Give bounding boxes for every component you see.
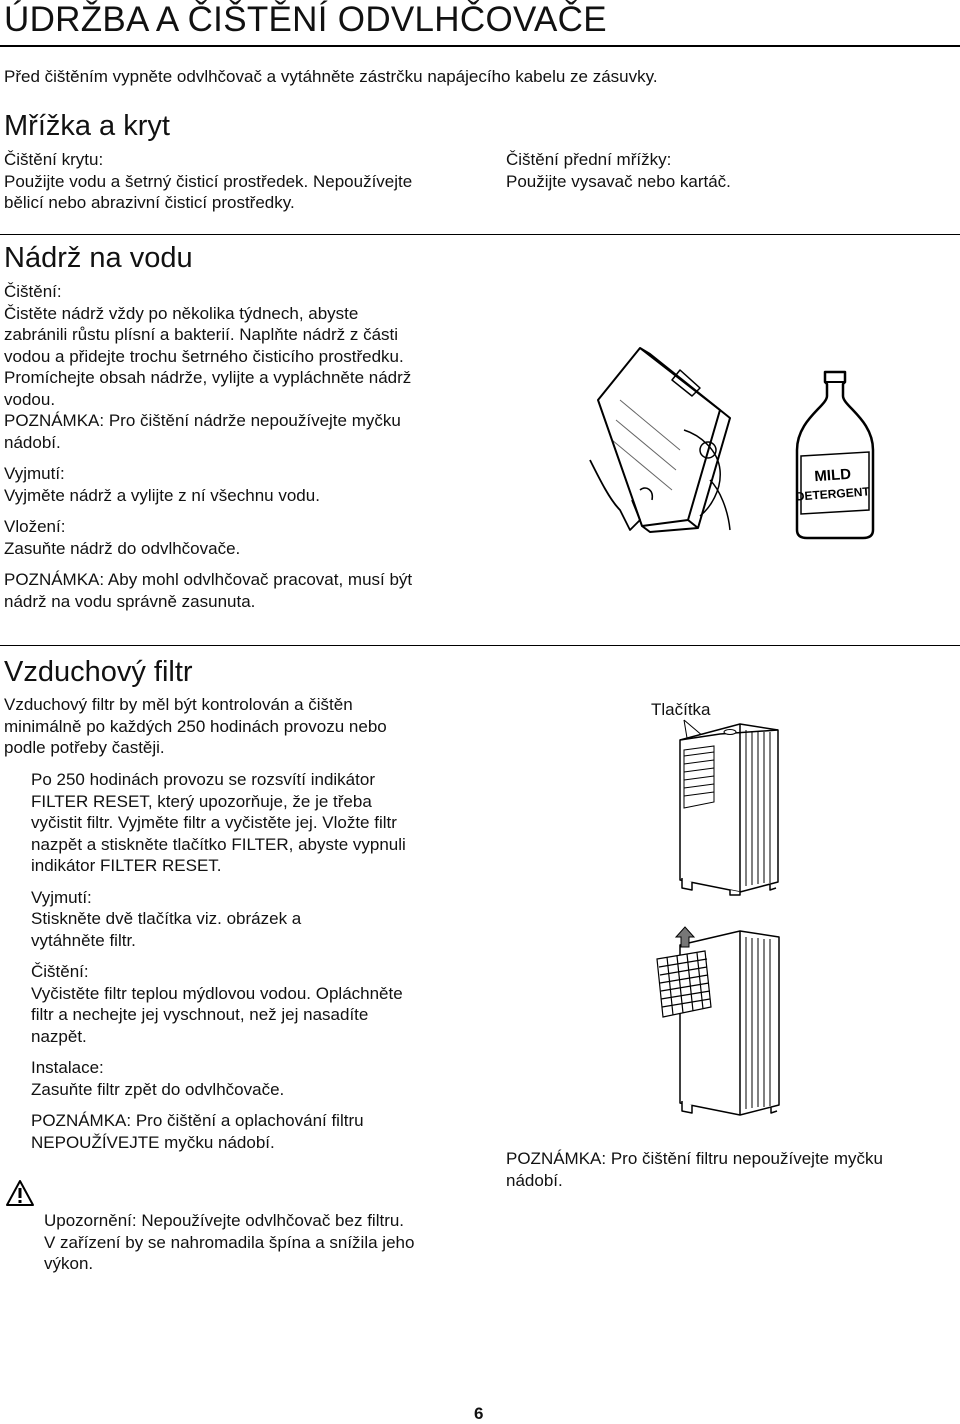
filter-clean-line: nazpět. [31, 1026, 87, 1046]
tank-note-line: nádobí. [4, 432, 61, 452]
filter-right-note [506, 1148, 883, 1191]
front-text: Použijte vysavač nebo kartáč. [506, 171, 731, 191]
filter-remove-line: Stiskněte dvě tlačítka viz. obrázek a [31, 909, 302, 928]
tank-note-line: POZNÁMKA: Pro čištění nádrže nepoužívejte myčku [4, 411, 401, 430]
indicator-line: nazpět a stiskněte tlačítko FILTER, abyste vypnuli [31, 834, 406, 854]
filter-install-text: Zasuňte filtr zpět do odvlhčovače. [31, 1079, 285, 1099]
tank-cleaning-line: zabránili růstu plísní a bakterií. Naplňte nádrž z části [4, 325, 399, 344]
filter-clean-title: Čištění: [31, 962, 89, 981]
warning-line: V zařízení by se nahromadila špína a snížila jeho [44, 1232, 415, 1252]
dehumidifier-illustration-buttons [670, 720, 785, 895]
section-rule [0, 234, 960, 235]
tank-text-block [4, 281, 412, 612]
indicator-line: FILTER RESET, který upozorňuje, že je třeba [31, 791, 372, 811]
tank-cleaning-line: vodou. [4, 389, 56, 409]
page-number: 6 [474, 1404, 484, 1423]
front-grille-block [506, 149, 731, 192]
filter-intro-line: Vzduchový filtr by měl být kontrolován a čištěn [4, 695, 353, 714]
filter-intro-line: minimálně po každých 250 hodinách provozu nebo [4, 716, 387, 736]
section-heading-filter: Vzduchový filtr [4, 656, 193, 688]
warning-line: výkon. [44, 1254, 94, 1273]
tank-remove-text: Vyjměte nádrž a vylijte z ní všechnu vodu. [4, 485, 320, 505]
filter-steps-block [31, 769, 406, 1153]
warning-icon [6, 1180, 34, 1206]
cover-cleaning-block [4, 149, 412, 214]
filter-intro-line: podle potřeby častěji. [4, 738, 165, 757]
page-title: ÚDRŽBA A ČIŠTĚNÍ ODVLHČOVAČE [4, 0, 607, 39]
cover-line: Použijte vodu a šetrný čisticí prostředek. Nepoužívejte [4, 171, 413, 191]
intro-text: Před čištěním vypněte odvlhčovač a vytáhněte zástrčku napájecího kabelu ze zásuvky. [4, 67, 658, 86]
detergent-bottle-illustration [795, 370, 875, 540]
indicator-line: indikátor FILTER RESET. [31, 856, 222, 875]
tank-cleaning-line: vodou a přidejte trochu šetrného čisticího prostředku. [4, 346, 404, 366]
title-rule [0, 45, 960, 47]
section-rule [0, 645, 960, 646]
filter-intro-block [4, 694, 387, 759]
section-heading-grille: Mřížka a kryt [4, 110, 170, 142]
filter-install-title: Instalace: [31, 1058, 104, 1077]
dehumidifier-illustration-filter [655, 925, 785, 1120]
tank-cleaning-line: Čistěte nádrž vždy po několika týdnech, abyste [4, 303, 359, 323]
filter-note-line: POZNÁMKA: Pro čištění a oplachování filtru [31, 1111, 364, 1130]
indicator-line: Po 250 hodinách provozu se rozsvítí indikátor [31, 770, 375, 789]
filter-remove-title: Vyjmutí: [31, 887, 92, 907]
tank-note2-line: POZNÁMKA: Aby mohl odvlhčovač pracovat, musí být [4, 570, 413, 589]
filter-note-line: NEPOUŽÍVEJTE myčku nádobí. [31, 1132, 275, 1152]
filter-remove-line: vytáhněte filtr. [31, 930, 136, 950]
bottle-label-2: DETERGENT [795, 484, 871, 504]
tank-cleaning-title: Čištění: [4, 282, 62, 301]
cover-title: Čištění krytu: [4, 150, 104, 169]
front-title: Čištění přední mřížky: [506, 150, 672, 169]
bottle-label-1: MILD [813, 465, 852, 486]
tank-insert-text: Zasuňte nádrž do odvlhčovače. [4, 538, 241, 558]
section-heading-tank: Nádrž na vodu [4, 242, 193, 274]
filter-right-note-line: POZNÁMKA: Pro čištění filtru nepoužívejte myčku [506, 1149, 883, 1168]
indicator-line: vyčistit filtr. Vyjměte filtr a vyčistěte jej. Vložte filtr [31, 813, 397, 832]
water-tank-illustration [580, 340, 750, 540]
filter-right-note-line: nádobí. [506, 1170, 563, 1190]
cover-line: bělicí nebo abrazivní čisticí prostředky. [4, 193, 295, 212]
filter-clean-line: Vyčistěte filtr teplou mýdlovou vodou. Opláchněte [31, 983, 403, 1003]
tank-remove-title: Vyjmutí: [4, 464, 65, 483]
tank-cleaning-line: Promíchejte obsah nádrže, vylijte a vypláchněte nádrž [4, 368, 412, 387]
filter-clean-line: filtr a nechejte jej vyschnout, než jej nasadíte [31, 1005, 369, 1024]
tank-note2-line: nádrž na vodu správně zasunuta. [4, 591, 256, 611]
warning-block [44, 1210, 414, 1275]
buttons-label: Tlačítka [651, 700, 711, 719]
warning-line: Upozornění: Nepoužívejte odvlhčovač bez filtru. [44, 1211, 405, 1230]
tank-insert-title: Vložení: [4, 517, 66, 536]
